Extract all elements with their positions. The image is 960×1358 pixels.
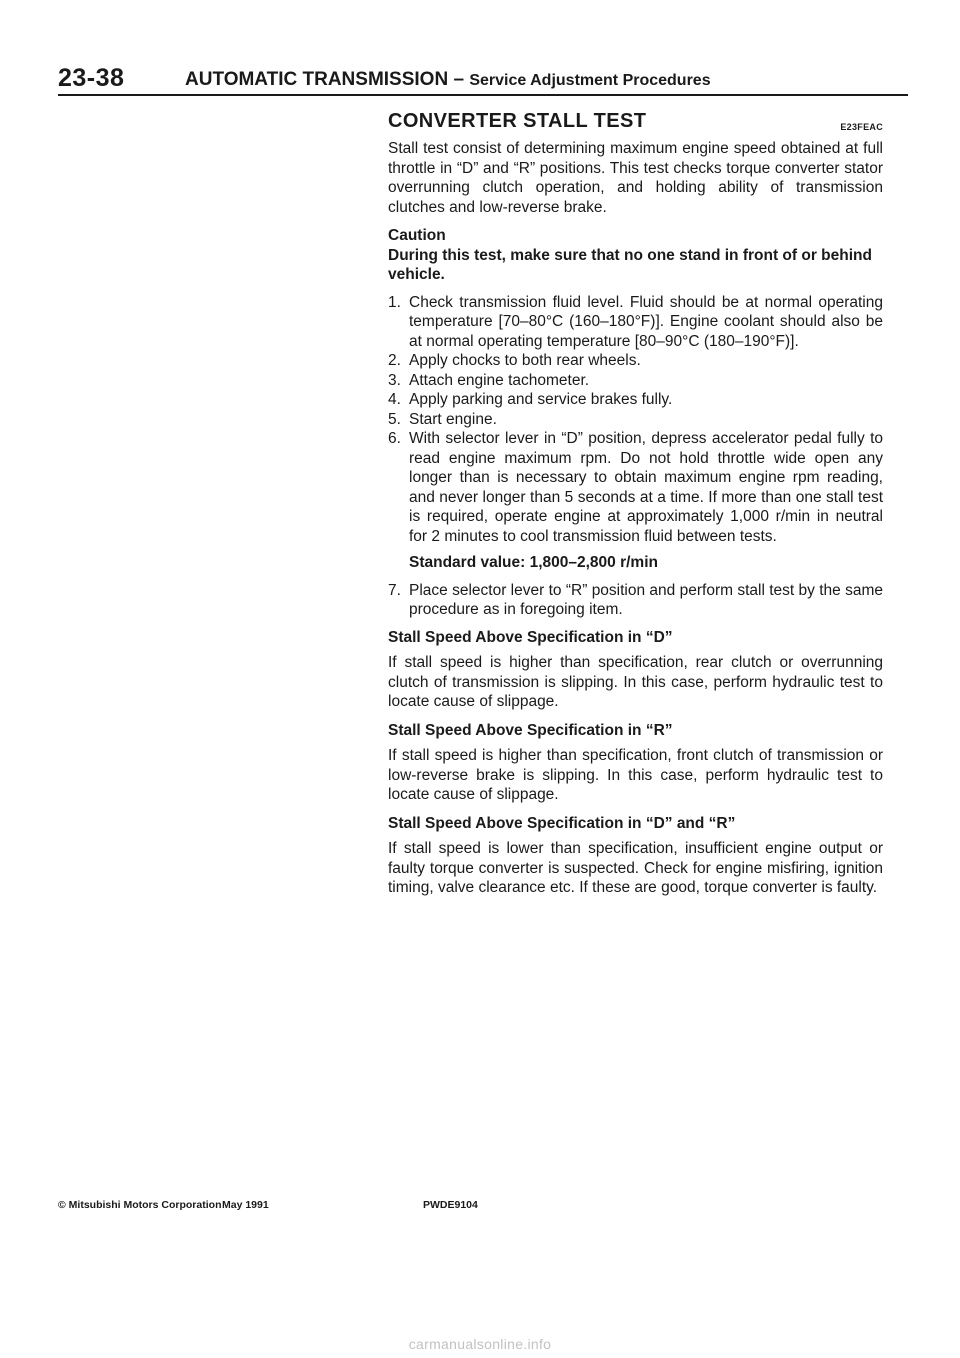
step-number: 5. [388, 410, 401, 428]
chapter-subtitle: Service Adjustment Procedures [469, 72, 711, 89]
step-5 [388, 410, 883, 430]
title-separator: – [453, 69, 465, 90]
step-text: Start engine. [409, 410, 497, 428]
subsection-heading-r: Stall Speed Above Specification in “R” [388, 721, 673, 739]
step-text: Apply chocks to both rear wheels. [409, 352, 641, 369]
chapter-title-main: AUTOMATIC TRANSMISSION [185, 69, 449, 90]
step-7 [388, 581, 883, 620]
page-header [58, 64, 908, 94]
step-number: 3. [388, 371, 401, 389]
step-1 [388, 293, 883, 352]
chapter-title [185, 68, 711, 93]
subsection-text-d-and-r: If stall speed is lower than specification, insufficient engine output or faulty torque converter is suspected. Check for engine misfiring, ignition timing, valve clearance etc. If these are good, torque converter is faulty. [388, 840, 883, 896]
watermark: carmanualsonline.info [408, 1336, 552, 1352]
document-code: PWDE9104 [423, 1199, 478, 1211]
page-number: 23-38 [58, 64, 125, 92]
section-code: E23FEAC [840, 122, 883, 132]
intro-paragraph: Stall test consist of determining maximum engine speed obtained at full throttle in “D” and “R” positions. This test checks torque converter stator overrunning clutch operation, and holding ability of transmission clutches and low-reverse brake. [388, 140, 883, 216]
procedure-steps [388, 293, 883, 620]
step-2 [388, 351, 883, 371]
section-title-row [388, 105, 883, 139]
step-6 [388, 429, 883, 573]
subsection-heading-d: Stall Speed Above Specification in “D” [388, 628, 673, 646]
header-rule [58, 94, 908, 96]
step-text: Apply parking and service brakes fully. [409, 391, 673, 408]
publication-date: May 1991 [222, 1199, 269, 1211]
caution-text: During this test, make sure that no one stand in front of or behind vehicle. [388, 246, 872, 283]
step-number: 1. [388, 293, 401, 311]
step-text: Place selector lever to “R” position and perform stall test by the same procedure as in foregoing item. [409, 581, 883, 618]
subsection-text-r: If stall speed is higher than specification, front clutch of transmission or low-reverse brake is slipping. In this case, perform hydraulic test to locate cause of slippage. [388, 747, 883, 803]
step-4 [388, 390, 883, 410]
caution-title: Caution [388, 227, 446, 244]
caution-block [388, 226, 883, 285]
step-number: 7. [388, 581, 401, 599]
step-number: 6. [388, 430, 401, 447]
step-text: Check transmission fluid level. Fluid should be at normal operating temperature [70–80°C (160–180°F)]. Engine coolant should also be at normal operating temperature [80–90°C (180–190°F)]. [409, 293, 883, 350]
copyright: © Mitsubishi Motors Corporation [58, 1199, 222, 1211]
subsection-heading-d-and-r: Stall Speed Above Specification in “D” and “R” [388, 814, 736, 832]
main-content [388, 105, 883, 907]
subsection-text-d: If stall speed is higher than specification, rear clutch or overrunning clutch of transmission is slipping. In this case, perform hydraulic test to locate cause of slippage. [388, 654, 883, 710]
step-3 [388, 371, 883, 391]
standard-value: Standard value: 1,800–2,800 r/min [409, 554, 658, 571]
step-text: With selector lever in “D” position, depress accelerator pedal fully to read engine maximum rpm. Do not hold throttle wide open any longer than is necessary to obtain maximum engine rpm reading, and never longer than 5 seconds at a time. If more than one stall test is required, operate engine at approximately 1,000 r/min in neutral for 2 minutes to cool transmission fluid between tests. [409, 430, 883, 545]
step-number: 4. [388, 391, 401, 408]
section-heading: CONVERTER STALL TEST [388, 110, 647, 132]
step-text: Attach engine tachometer. [409, 371, 590, 389]
step-number: 2. [388, 352, 401, 369]
